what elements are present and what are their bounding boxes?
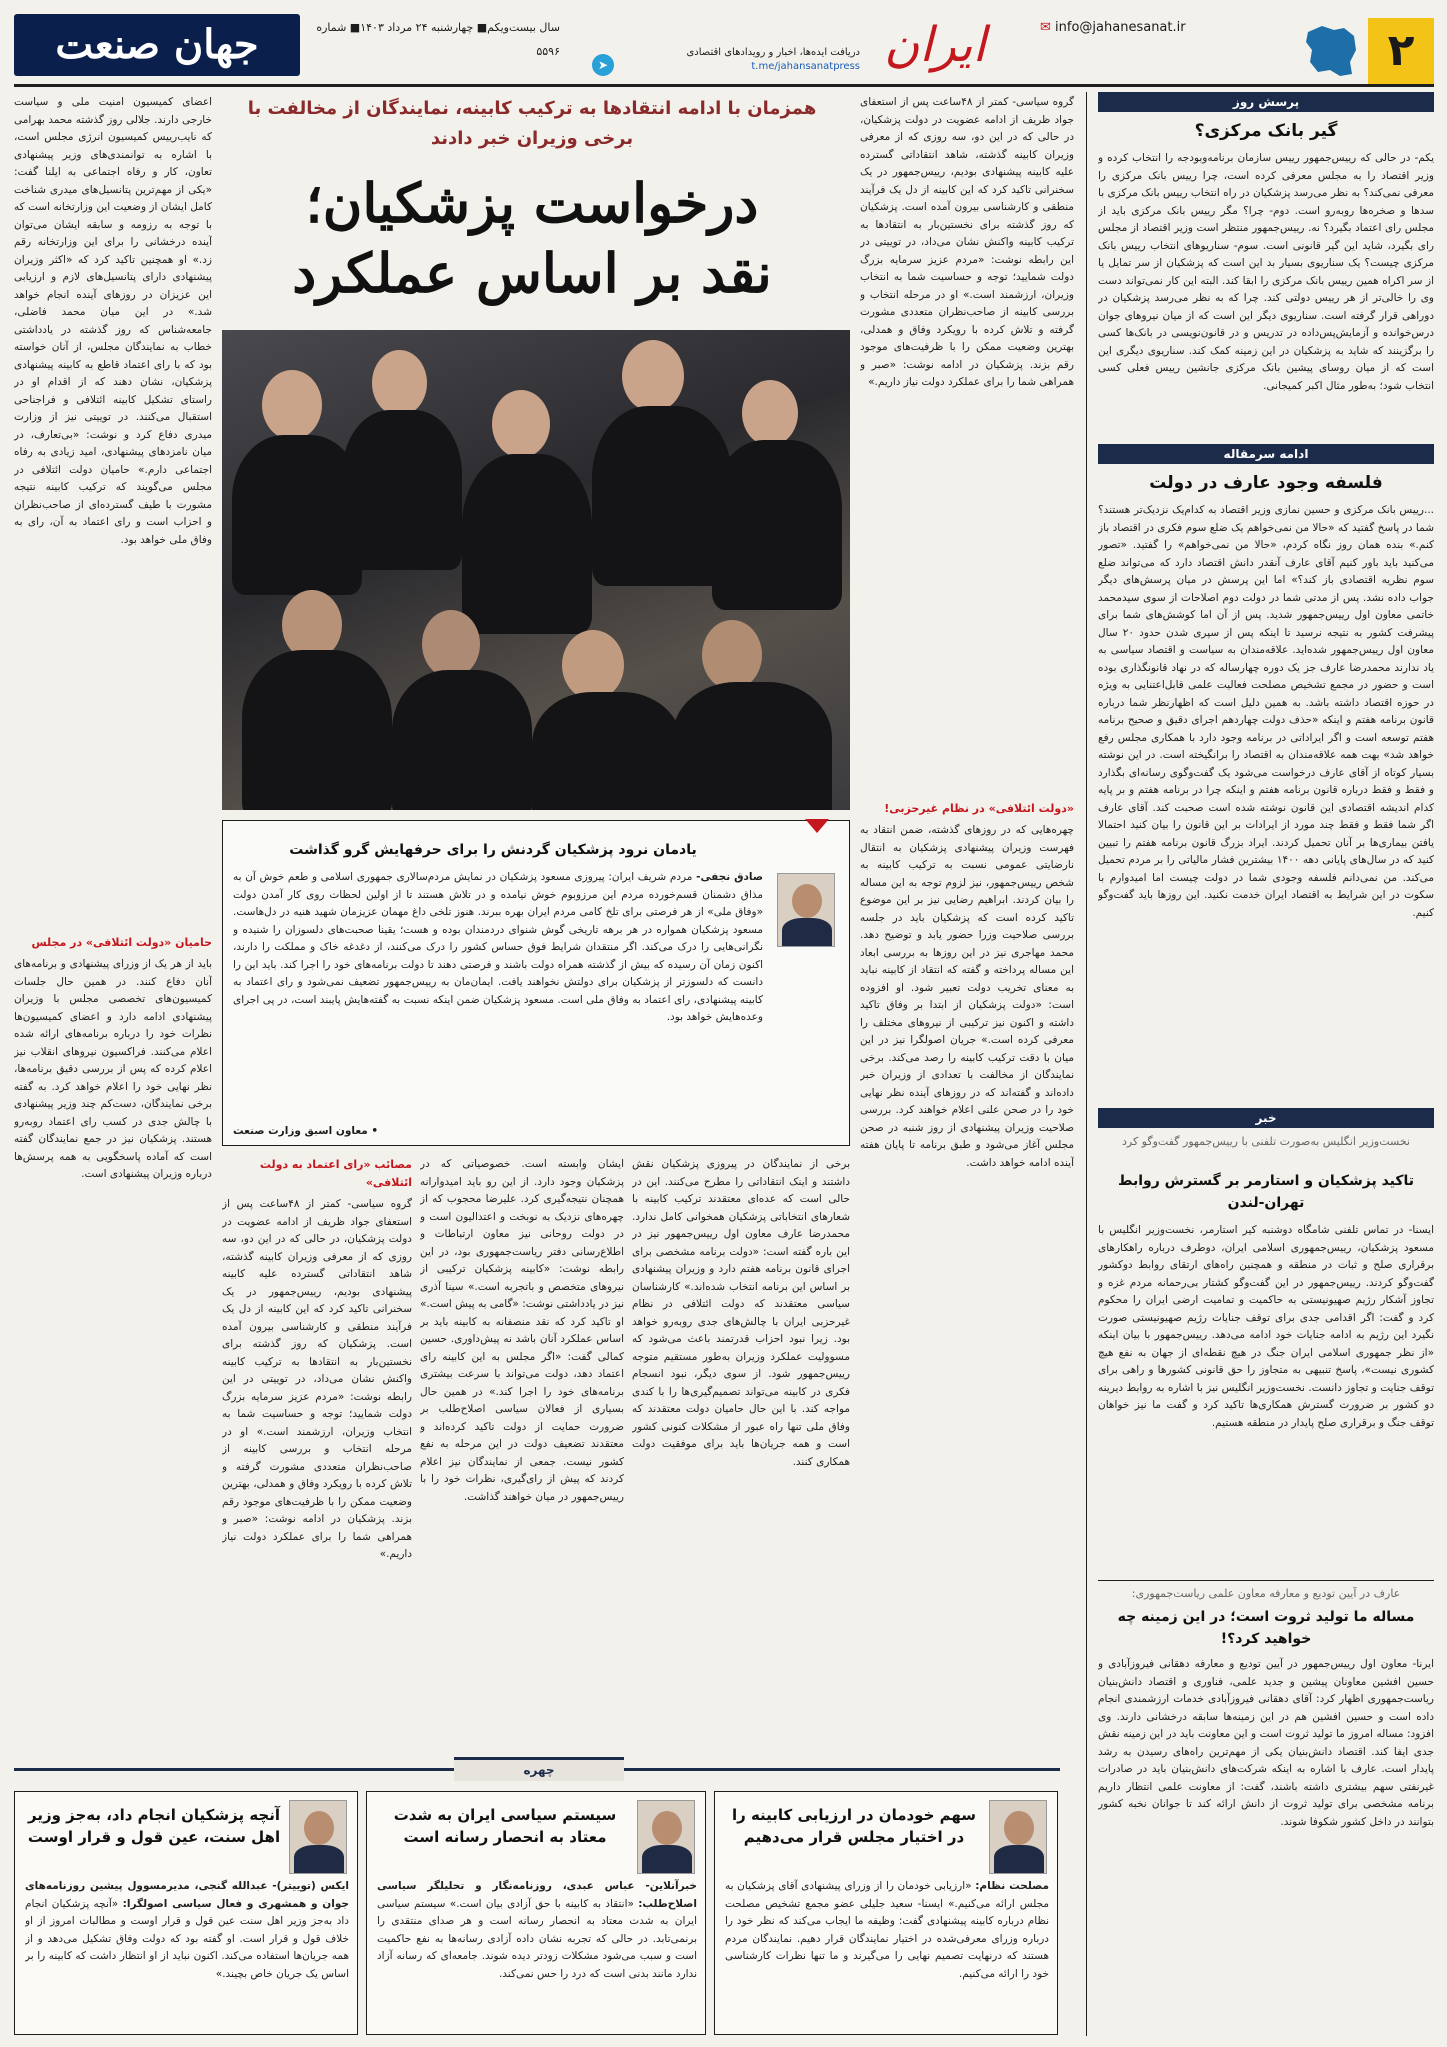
chehreh-3-lead: ایکس (توییتر)- عبدالله گنجی، مدیرمسوول پیشین روزنامه‌های جوان و همشهری و فعال سیاسی اصولگرا: xyxy=(25,1880,349,1910)
chehreh-2-title: سیستم سیاسی ایران به شدت معتاد به انحصار رسانه است xyxy=(393,1806,617,1846)
opinion-signature: • معاون اسبق وزارت صنعت xyxy=(233,1125,379,1137)
khabar-body: ایسنا- در تماس تلفنی شامگاه دوشنبه کیر استارمر، نخست‌وزیر انگلیس با مسعود پزشکیان، رییس‌جمهوری اسلامی ایران، دوطرف درباره راهکارهای برقراری صلح و ثبات در منطقه و همچنین راه‌های ارتقای روابط دوکشور گفت‌وگو کردند. رییس‌جمهور در این گفت‌وگو کشتار بی‌رحمانه مردم غزه و تجاوز آشکار رژیم صهیونیستی به حاکمیت و تمامیت ارضی ایران را محکوم کرد و گفت: اگر اقدامی جدی برای توقف جنایات رژیم صهیونیستی صورت نگیرد این رژیم به ادامه جنایات خود ادامه می‌دهد. رییس‌جمهور با بیان اینکه «از نظر جمهوری اسلامی ایران جنگ در هیچ نقطه‌ای از جهان به نفع هیچ کشوری نیست»، پاسخ تنبیهی به متجاوز را حق قانونی کشورها و راهی برای توقف جنایت و تجاوز دانست. نخست‌وزیر انگلیس نیز با اشاره به روابط دیرینه دو کشور بر ضرورت گسترش همکاری‌ها تاکید کرد و گفت ما نیز خواهان توقف جنگ و برقراری صلح پایدار در منطقه هستیم. xyxy=(1098,1224,1434,1429)
iran-map-icon xyxy=(1300,20,1362,82)
opinion-box xyxy=(222,820,850,1146)
main-headline-2: نقد بر اساس عملکرد xyxy=(292,241,772,305)
masaleh-kicker: عارف در آیین تودیع و معارفه معاون علمی ریاست‌جمهوری: xyxy=(1131,1587,1401,1600)
jahan-sanat-logo: جهان صنعت xyxy=(14,14,300,76)
red-arrow-icon xyxy=(805,819,829,833)
sub-heading-supporters: حامیان «دولت ائتلافی» در مجلس xyxy=(31,936,212,949)
opinion-body: مردم شریف ایران: پیروزی مسعود پزشکیان در نمایش مردم‌سالاری جمهوری اسلامی و طعم خوش آن به مذاق دشمنان قسم‌خورده مردم این مرزوبوم خوش نیامده و در تلاش هستند تا از اولین لحظات روی کار آمدن دولت «وفاق ملی» از هر فرصتی برای تلخ کامی مردم ایران بهره ببرند. هنوز تلخی داغ مهمان عزیزمان شهید هنیه در دل‌هاست. مسعود پزشکیان همواره در هر برهه تاریخی گوش شنوای دردمندان بوده و هست؛ یقینا صحبت‌های دلسوزان را شنیده و نگرانی‌هایی را درک می‌کند. اگر منتقدان شرایط فوق حساس کشور را درک می‌کنند، از دغدغه خاک و مملکت را دارند، اکنون زمان آن رسیده که بیش از گذشته همراه دولت باشند و فرصتی دهند تا دولت برنامه‌های خود را اجرا کند. باید این را دانست که دلسوزتر از پزشکیان برای دولتش نخواهند یافت. ایمان‌مان به رییس‌جمهور تضعیف نمی‌شود و رای اعتماد به کابینه پیشنهادی، رای اعتماد به وفاق ملی است. مسعود پزشکیان ضمن اینکه نسبت به گفته‌هایش پایبند است، در پی اجرای وعده‌هایش خواهد بود. xyxy=(233,871,763,1023)
chehreh-2-lead: خبرآنلاین- عباس عبدی، روزنامه‌نگار و تحلیلگر سیاسی اصلاح‌طلب: xyxy=(377,1880,697,1910)
masaleh-body: ایرنا- معاون اول رییس‌جمهور در آیین تودیع و معارفه دهقانی فیروزآبادی و حسین افشین معاونان پیشین و جدید علمی، فناوری و اقتصاد دانش‌بنیان ریاست‌جمهوری اظهار کرد: آقای دهقانی فیروزآبادی خدمات ارزشمندی انجام داده است و حسین افشین هم در این زمینه‌ها سابقه درخشانی دارند. وی افزود: مساله امروز ما تولید ثروت است و این معاونت باید در این زمینه نقش جدی ایفا کند. اقتصاد دانش‌بنیان یکی از مهم‌ترین راه‌های رسیدن به رشد پایدار است. عارف با اشاره به اینکه شرکت‌های دانش‌بنیان باید در صادرات غیرنفتی سهم بیشتری داشته باشند، گفت: از معاونت علمی انتظار داریم برنامه مشخصی برای تولید ثروت از دانش ارائه کند تا جوانان نخبه کشور بتوانند در داخل کشور شکوفا شوند. xyxy=(1098,1658,1434,1828)
email-address[interactable] xyxy=(1040,16,1300,40)
porsesh-body: یکم- در حالی که رییس‌جمهور رییس سازمان برنامه‌وبودجه را انتخاب کرده و وزیر اقتصاد را به مجلس معرفی کرده است، چرا رییس بانک مرکزی را معرفی نمی‌کند؟ به نظر می‌رسد پزشکیان در راه انتخاب رییس بانک مرکزی با سدها و صخره‌ها روبه‌رو است. دوم- چرا؟ مگر رییس بانک مرکزی باید از مجلس رای اعتماد بگیرد؟ نه. رییس‌جمهور منتظر است وزیر اقتصاد از مجلس رای بگیرد، شاید این گیر قانونی است. سوم- سناریوهای انتخاب رییس بانک مرکزی چیست؟ یک سناریوی بسیار بد این است که پزشکیان از سر تمایل یا از سر اکراه همین رییس بانک مرکزی را ابقا کند. البته این کار نمی‌تواند دست وی را خالی‌تر از هر رییس دولتی کند. چرا که به نظر می‌رسد پزشکیان در دوراهی قرار گرفته است. سناریوی دیگر این است که از میان نیروهای جوان درس‌خوانده و آزمایش‌پس‌داده در تدریس و در قانون‌نویسی در بانک‌ها کسی را برگزینند که شاید به پزشکیان در این زمینه کمک کند. سناریوی دیگری این است که از میان روسای پیشین بانک مرکزی جانشین رییس فعلی کسی انتخاب شود؛ به‌طور مثال اکبر کمیجانی. xyxy=(1098,152,1434,392)
khabar-label: خبر xyxy=(1098,1108,1434,1128)
khabar-kicker: نخست‌وزیر انگلیس به‌صورت تلفنی با رییس‌جمهور گفت‌وگو کرد xyxy=(1122,1135,1410,1148)
photo-abdi xyxy=(637,1800,695,1874)
chehreh-2-text: «انتقاد به کابینه با حق آزادی بیان است.» سیستم سیاسی ایران به شدت معتاد به انحصار رسانه است و هر صدای منتقدی را برنمی‌تابد. در حالی که تجربه نشان داده آزادی رسانه‌ها به نفع حاکمیت است و سبب می‌شود مشکلات زودتر دیده شوند. جامعه‌ای که رسانه آزاد ندارد مانند بدنی است که درد را حس نمی‌کند. xyxy=(377,1897,697,1980)
porsesh-label: پرسش روز xyxy=(1098,92,1434,112)
chehreh-1-body xyxy=(725,1878,1049,2028)
issue-line: سال بیست‌ویکم■ چهارشنبه ۲۴ مرداد ۱۴۰۳■ شماره ۵۵۹۶ xyxy=(316,21,560,58)
cabinet-crowd-photo xyxy=(222,330,850,810)
main-kicker: همزمان با ادامه انتقادها به ترکیب کابینه، نمایندگان از مخالفت با برخی وزیران خبر دادند xyxy=(247,98,817,149)
telegram-icon: ➤ xyxy=(592,54,614,76)
iran-brand-logo: ایران xyxy=(884,17,986,73)
opinion-title: یادمان نرود پزشکیان گردنش را برای حرفهایش گرو گذاشت xyxy=(289,842,697,858)
chehreh-item-2 xyxy=(366,1791,706,2035)
chehreh-item-3 xyxy=(14,1791,358,2035)
chehreh-label: چهره xyxy=(454,1757,624,1781)
chehreh-2-body xyxy=(377,1878,697,2028)
telegram-link[interactable]: t.me/jahansanatpress xyxy=(751,61,860,72)
photo-ganji xyxy=(289,1800,347,1874)
chehreh-1-text: «ارزیابی خودمان را از وزرای پیشنهادی آقای پزشکیان به مجلس ارائه می‌کنیم.» ایسنا- سعید جلیلی عضو مجمع تشخیص مصلحت نظام درباره کابینه پیشنهادی گفت: وظیفه ما ایجاب می‌کند که نظر خود را درباره وزرای معرفی‌شده در اختیار نمایندگان قرار دهیم. نمایندگان مردم هستند که درنهایت تصمیم نهایی را می‌گیرند و ما تنها نظرات کارشناسی خود را ارائه می‌کنیم. xyxy=(725,1880,1049,1980)
main-lower-col-1: برخی از نمایندگان در پیروزی پزشکیان نقش داشتند و اینک انتقاداتی را مطرح می‌کنند. این در حالی است که عده‌ای معتقدند ترکیب کابینه با شعارهای انتخاباتی پزشکیان همخوانی کامل ندارد. محمدرضا عارف معاون اول رییس‌جمهور نیز در این باره گفته است: «دولت برنامه مشخصی برای اجرای قانون برنامه هفتم دارد و وزیران پیشنهادی بر اساس این برنامه انتخاب شده‌اند.» کارشناسان سیاسی معتقدند که دولت ائتلافی در نظام غیرحزبی ایران با چالش‌های جدی روبه‌رو خواهد بود. زیرا نبود احزاب قدرتمند باعث می‌شود که مسوولیت عملکرد وزیران به‌طور مستقیم متوجه رییس‌جمهور شود. از سوی دیگر، نبود انسجام فکری در کابینه می‌تواند تصمیم‌گیری‌ها را با کندی مواجه کند. با این حال حامیان دولت معتقدند که وفاق ملی تنها راه عبور از مشکلات کنونی کشور است و همه جریان‌ها باید برای موفقیت دولت همکاری کنند. xyxy=(632,1158,850,1468)
main-left-column-cont: باید از هر یک از وزرای پیشنهادی و برنامه‌های آنان دفاع کنند. در همین حال جلسات کمیسیون‌های تخصصی مجلس با وزیران پیشنهادی ادامه دارد و اعضای کمیسیون‌ها نظرات خود را درباره برنامه‌های ارائه شده اعلام می‌کنند. فراکسیون نیروهای انقلاب نیز اعلام کرده که پس از بررسی دقیق برنامه‌ها، نظر نهایی خود را اعلام خواهد کرد. به گفته برخی نمایندگان، دست‌کم چند وزیر پیشنهادی با چالش جدی در کسب رای اعتماد روبه‌رو هستند. پزشکیان نیز در جمع نمایندگان گفته است که آماده پاسخگویی به همه پرسش‌ها درباره وزیران پیشنهادی است. xyxy=(14,958,212,1180)
sub-heading-vote: مصائب «رای اعتماد به دولت ائتلافی» xyxy=(259,1158,412,1189)
chehreh-3-text: «آنچه پزشکیان انجام داد به‌جز وزیر اهل سنت عین قول و قرار اوست و مطالبات امروز از او خلاف قول و قرار است. او گفته بود که دولت وفاق تشکیل می‌دهد و از همه جریان‌ها استفاده می‌کند. اکنون نباید از او انتظار داشت که کابینه را بر اساس یک جریان خاص بچیند.» xyxy=(25,1897,349,1980)
main-headline-1: درخواست پزشکیان؛ xyxy=(305,171,759,235)
chehreh-3-title: آنچه پزشکیان انجام داد، به‌جز وزیر اهل سنت، عین قول و قرار اوست xyxy=(27,1806,281,1846)
opinion-author-lead: صادق نجفی- xyxy=(696,871,763,883)
chehreh-item-1 xyxy=(714,1791,1058,2035)
chehreh-band xyxy=(14,1763,1060,2036)
page-number: ۲ xyxy=(1368,18,1434,84)
chehreh-1-lead: مصلحت نظام: xyxy=(975,1880,1049,1892)
main-left-column: اعضای کمیسیون امنیت ملی و سیاست خارجی دارند. جلالی روز گذشته محمد بهرامی که نایب‌رییس کمیسیون انرژی مجلس است، با اشاره به توانمندی‌های وزیر پیشنهادی تعاون، کار و رفاه اجتماعی به ایلنا گفت: «یکی از مهم‌ترین پتانسیل‌های میدری شناخت کامل ایشان از وضعیت این وزارتخانه است که با توجه به رزومه و سابقه ایشان می‌توان آینده درخشانی را برای این وزارتخانه رقم زد.» او همچنین تاکید کرد که «اکثر وزیران پیشنهادی دارای پتانسیل‌های لازم و ارزیابی این عزیزان در روزهای آینده انجام خواهد شد.» در این میان محمد فاضلی، جامعه‌شناس که روز گذشته در یادداشتی خطاب به نمایندگان مجلس، از آنان خواسته بود که با رای اعتماد قاطع به کابینه پیشنهادی پزشکیان، نشان دهند که از اقدام او در راستای تشکیل کابینه ائتلافی و فراجناحی استقبال می‌کنند. در توییتی نیز از وزارت میدری دفاع کرد و نوشت: «بی‌تعارف، در میان نامزدهای پیشنهادی، امید زیادی به رفاه اجتماعی دارم.» حامیان دولت ائتلافی در مجلس می‌گویند که ترکیب کابینه نتیجه مشورت با طیف گسترده‌ای از صاحب‌نظران و احزاب است و رای اعتماد به آن، رای به وفاق ملی خواهد بود. xyxy=(14,96,212,546)
opinion-lead xyxy=(233,869,763,1145)
main-right-column-cont: چهره‌هایی که در روزهای گذشته، ضمن انتقاد به فهرست وزیران پیشنهادی پزشکیان به انتقال نارضایتی عمومی نسبت به ترکیب کابینه به شخص رییس‌جمهور، نیز لزوم توجه به این مساله را بیان کردند. ابراهیم رضایی نیز بر این موضوع تاکید کرده است که پزشکیان باید در جلسه بررسی صلاحیت وزرا حضور یابد و توضیح دهد. محمد مهاجری نیز در این روزها به بررسی ابعاد این مساله پرداخته و گفته که انتقاد از کابینه نباید به معنای تخریب دولت تعبیر شود. او افزوده است: «دولت پزشکیان از ابتدا بر وفاق تاکید داشته و اکنون نیز ترکیبی از نیروهای مختلف را معرفی کرده است.» جریان اصولگرا نیز در این میان با دقت ترکیب کابینه را رصد می‌کند. برخی نمایندگان از مخالفت با تعدادی از وزیران خبر داده‌اند و گفته‌اند که در روزهای آینده نظر نهایی خود را در صحن علنی اعلام خواهند کرد. بررسی صلاحیت وزیران پیشنهادی از روز شنبه در صحن مجلس آغاز می‌شود و طبق برنامه تا پایان هفته آینده ادامه خواهد داشت. xyxy=(860,824,1074,1169)
sarmaghaleh-body: ...رییس بانک مرکزی و حسین نمازی وزیر اقتصاد به کدام‌یک نزدیک‌تر هستند؟ شما در پاسخ گفتید که «حالا من نمی‌خواهم یک ضلع سوم فکری در اقتصاد باز کنم.» بنده همان روز نگاه کردم، «حالا من نمی‌خواهم» را گفتید. «تصور می‌کنید باید باور کنیم آقای عارف آنقدر دانش اقتصاد دارد که می‌تواند ضلع سوم نظریه اقتصادی باز کند؟» اما این پرسش در میان پرسش‌های دیگر جواب داده نشد. پس از مدتی شما در دولت دوم اصلاحات از سوی سیدمحمد خاتمی معاون اول رییس‌جمهور شدید. پس از آن اما کوشش‌های شما برای پیشرفت کشور به نتیجه نرسید تا اینکه پس از سپری شدن حدود ۲۰ سال معاون اول رییس‌جمهور شده‌اید. علاقه‌مندان به سیاست و اقتصاد سیاسی به یاد ندارند محمدرضا عارف جز یک دوره چهارساله که در نهاد قانونگذاری بوده است و حضور در مجمع تشخیص مصلحت فعالیت علمی قابل‌اعتنایی به ویژه در حوزه اقتصاد داشته باشد. به همین دلیل است که اظهارنظر شما درباره قانون برنامه هفتم و اینکه «حذف دولت چهاردهم اجرای دقیق و صحیح برنامه هفتم توسعه است و اگر ایراداتی در برنامه وجود دارد با همکاری مجلس رفع خواهد شد» بهت همه علاقه‌مندان به اقتصاد را برانگیخته است. در این نوشته بسیار کوتاه از آقای عارف درخواست می‌شود یک گفت‌وگوی رسانه‌ای بگذارد و فقط و فقط درباره قانون برنامه هفتم و اینکه چرا در برنامه هفتم و بر پایه کدام اندیشه اقتصادی این قانون نوشته شده است صحبت کند. آقای عارف اگر شما فقط و فقط چند مورد از ایرادات بر این قانون را بیان کنید احتمالا یافتن بیماری‌ها بر آنان تحمیل کردند. ایراد بزرگ قانون برنامه هفتم را تبیین کنید که در سال‌های پایانی دهه ۱۴۰۰ بیشترین فشار مالیاتی را بر مردم تحمیل می‌کند. من نمی‌دانم فلسفه وجودی شما در دولت چیست اما امیدوارم با سکوت در این شرایط به اقتصاد ایران خدمت نکنید. این روزها باید گفت‌وگو کنیم. xyxy=(1098,504,1434,919)
sarmaghaleh-title: فلسفه وجود عارف در دولت xyxy=(1149,473,1383,493)
porsesh-title: گیر بانک مرکزی؟ xyxy=(1194,121,1338,141)
photo-jalili xyxy=(989,1800,1047,1874)
main-lower-col-2: ایشان وابسته است. خصوصیاتی که در پزشکیان وجود دارد. از این رو باید امیدوارانه همچنان نتیجه‌گیری کرد. علیرضا محجوب که از چهره‌های نزدیک به نوبخت و اعتدالیون است و در دولت روحانی نیز معاون ارتباطات و اطلاع‌رسانی دفتر ریاست‌جمهوری بود، در این رابطه نوشت: «کابینه پزشکیان ترکیبی از نیروهای متخصص و باتجربه است.» سینا آذری نیز در یادداشتی نوشت: «گامی به پیش است.» او تاکید کرد که نقد منصفانه به کابینه باید بر اساس عملکرد آنان باشد نه پیش‌داوری. حسین کمالی گفت: «اگر مجلس به این کابینه رای اعتماد دهد، دولت می‌تواند با سرعت بیشتری برنامه‌های خود را اجرا کند.» در همین حال بسیاری از فعالان سیاسی اصلاح‌طلب بر ضرورت حمایت از دولت تاکید کرده‌اند و معتقدند تضعیف دولت در این مرحله به نفع کشور نیست. جمعی از نمایندگان نیز اعلام کردند که پیش از رای‌گیری، نظرات خود را با رییس‌جمهور در میان خواهند گذاشت. xyxy=(420,1158,624,1503)
email-icon: ✉ xyxy=(1040,20,1051,35)
main-right-column: گروه سیاسی- کمتر از ۴۸ساعت پس از استعفای جواد ظریف از ادامه عضویت در دولت پزشکیان، در حالی که در این دو، سه روزی که از معرفی وزیران کابینه گذشته، شاهد انتقاداتی گسترده علیه کابینه پیشنهادی بودیم، رییس‌جمهور در یک سخنرانی تاکید کرد که این کابینه از دل یک فرآیند منطقی و کارشناسی بیرون آمده است. پزشکیان که روز گذشته برای نخستین‌بار به انتقادها به ترکیب کابینه واکنش نشان می‌داد، در توییتی در این رابطه نوشت: «مردم عزیز سرمایه بزرگ دولت شمایید؛ توجه و حساسیت شما به انتخاب وزیران، ارزشمند است.» او در مرحله انتخاب و بررسی کابینه از صاحب‌نظران متعددی مشورت گرفته و تلاش کرده با رویکرد وفاق و همدلی، بهترین وضعیت ممکن را با ظرفیت‌های موجود رقم بزند. پزشکیان در ادامه نوشت: «صبر و همراهی شما را برای عملکرد دولت نیاز داریم.» xyxy=(860,96,1074,388)
main-lower-col-3: گروه سیاسی- کمتر از ۴۸ساعت پس از استعفای جواد ظریف از ادامه عضویت در دولت پزشکیان، در حالی که در این دو، سه روزی که از معرفی وزیران کابینه گذشته، شاهد انتقاداتی گسترده علیه کابینه پیشنهادی بودیم، رییس‌جمهور در یک سخنرانی تاکید کرد که این کابینه از دل یک فرآیند منطقی و کارشناسی بیرون آمده است. پزشکیان که روز گذشته برای نخستین‌بار به انتقادها به ترکیب کابینه واکنش نشان می‌داد، در توییتی در این رابطه نوشت: «مردم عزیز سرمایه بزرگ دولت شمایید؛ توجه و حساسیت شما به انتخاب وزیران، ارزشمند است.» او در مرحله انتخاب و بررسی کابینه از صاحب‌نظران متعددی مشورت گرفته و تلاش کرده با رویکرد وفاق و همدلی، بهترین وضعیت ممکن را با ظرفیت‌های موجود رقم بزند. پزشکیان در ادامه نوشت: «صبر و همراهی شما را برای عملکرد دولت نیاز داریم.» xyxy=(222,1198,412,1560)
chehreh-3-body xyxy=(25,1878,349,2028)
khabar-title: تاکید پزشکیان و استارمر بر گسترش روابط تهران-لندن xyxy=(1117,1173,1415,1211)
email-text: info@jahanesanat.ir xyxy=(1055,20,1186,35)
sub-heading-coalition: «دولت ائتلافی» در نظام غیرحزبی! xyxy=(884,802,1074,815)
chehreh-1-title: سهم خودمان در ارزیابی کابینه را در اختیار مجلس قرار می‌دهیم xyxy=(731,1806,977,1846)
telegram-label: دریافت ایده‌ها، اخبار و رویدادهای اقتصادی xyxy=(686,47,860,58)
sarmaghaleh-label: ادامه سرمقاله xyxy=(1098,444,1434,464)
author-photo-najafi xyxy=(777,873,835,947)
masaleh-title: مساله ما تولید ثروت است؛ در این زمینه چه خواهید کرد؟! xyxy=(1117,1609,1415,1647)
